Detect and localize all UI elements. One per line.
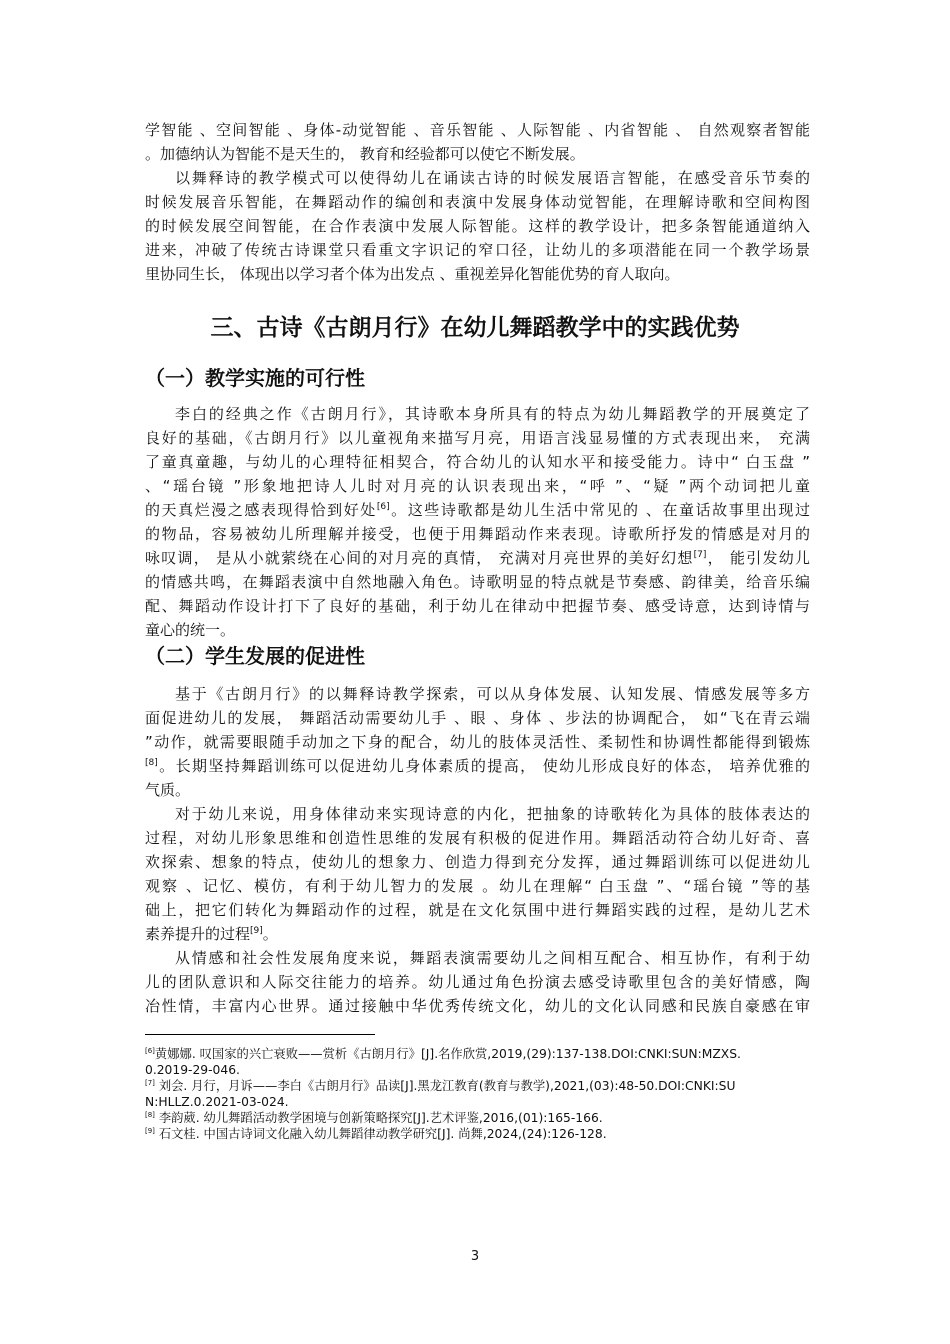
citation-6: [6] [376, 502, 390, 512]
text-segment: 。长期坚持舞蹈训练可以促进幼儿身体素质的提高， 使幼儿形成良好的体态， 培养优雅的 [157, 757, 810, 775]
body-text-line: 学智能 、空间智能 、身体-动觉智能 、音乐智能 、人际智能 、内省智能 、 自然观察者智能 [145, 121, 810, 139]
citation-9: [9] [250, 926, 263, 936]
footnote-7 [145, 1078, 815, 1094]
text-segment: 。这些诗歌都是幼儿生活中常见的 、在童话故事里出现过 [389, 501, 810, 519]
footnote-text: 石文桂. 中国古诗词文化融入幼儿舞蹈律动教学研究[J]. 尚舞,2024,(24):126-128. [154, 1127, 607, 1141]
page-number: 3 [470, 1249, 480, 1264]
text-segment: 的天真烂漫之感表现得恰到好处 [145, 501, 377, 519]
body-text-line: 欢探索、想象的特点，使幼儿的想象力、创造力得到充分发挥，通过舞蹈训练可以促进幼儿 [145, 853, 810, 871]
footnote-6-cont: 0.2019-29-046. [145, 1063, 240, 1077]
body-text-line: ”动作，就需要眼随手动加之下身的配合，幼儿的肢体灵活性、柔韧性和协调性都能得到锻炼 [145, 733, 810, 751]
subsection-heading-development: （二）学生发展的促进性 [145, 644, 365, 668]
body-text-line: 了童真童趣，与幼儿的心理特征相契合，符合幼儿的认知水平和接受能力。诗中“ 白玉盘 ” [145, 453, 810, 471]
citation-7: [7] [693, 550, 707, 560]
footnote-7-cont: N:HLLZ.0.2021-03-024. [145, 1095, 289, 1109]
footnote-6 [145, 1046, 815, 1062]
footnote-mark: [8] [145, 1110, 155, 1119]
body-text-line [145, 546, 810, 570]
footnote-text: 李韵葳. 幼儿舞蹈活动教学困境与创新策略探究[J].艺术评鉴,2016,(01):165-166. [154, 1111, 603, 1125]
footnote-mark: [7] [145, 1078, 155, 1087]
body-text-line [145, 922, 810, 946]
footnote-text: 刘会. 月行，月诉——李白《古朗月行》品读[J].黑龙江教育(教育与教学),2021,(03):48-50.DOI:CNKI:SU [154, 1079, 736, 1093]
footnote-mark: [9] [145, 1126, 155, 1135]
body-text-line: 配、舞蹈动作设计打下了良好的基础，利于幼儿在律动中把握节奏、感受诗意，达到诗情与 [145, 597, 810, 615]
body-text-line [145, 754, 810, 778]
body-text-line: 基于《古朗月行》的以舞释诗教学探索，可以从身体发展、认知发展、情感发展等多方 [175, 685, 810, 703]
body-text-line: 冶性情，丰富内心世界。通过接触中华优秀传统文化，幼儿的文化认同感和民族自豪感在审 [145, 997, 810, 1015]
body-text-line: 李白的经典之作《古朗月行》，其诗歌本身所具有的特点为幼儿舞蹈教学的开展奠定了 [175, 405, 810, 423]
body-text-line: 童心的统一。 [145, 621, 236, 639]
body-text-line [145, 498, 810, 522]
body-text-line: 、“瑶台镜 ”形象地把诗人儿时对月亮的认识表现出来，“呼 ”、“疑 ”两个动词把儿童 [145, 477, 810, 495]
citation-8: [8] [145, 758, 158, 768]
text-segment: 咏叹调， 是从小就萦绕在心间的对月亮的真情， 充满对月亮世界的美好幻想 [145, 549, 694, 567]
body-text-line: 以舞释诗的教学模式可以使得幼儿在诵读古诗的时候发展语言智能，在感受音乐节奏的 [175, 169, 810, 187]
body-text-line: 过程，对幼儿形象思维和创造性思维的发展有积极的促进作用。舞蹈活动符合幼儿好奇、喜 [145, 829, 810, 847]
body-text-line: 的物品，容易被幼儿所理解并接受，也便于用舞蹈动作来表现。诗歌所抒发的情感是对月的 [145, 525, 810, 543]
body-text-line: 的情感共鸣，在舞蹈表演中自然地融入角色。诗歌明显的特点就是节奏感、韵律美，给音乐编 [145, 573, 810, 591]
text-segment: 。 [262, 925, 278, 943]
body-text-line: 。加德纳认为智能不是天生的， 教育和经验都可以使它不断发展。 [145, 145, 585, 163]
body-text-line: 时候发展音乐智能，在舞蹈动作的编创和表演中发展身体动觉智能，在理解诗歌和空间构图 [145, 193, 810, 211]
subsection-heading-feasibility: （一）教学实施的可行性 [145, 366, 365, 390]
body-text-line: 良好的基础，《古朗月行》以儿童视角来描写月亮，用语言浅显易懂的方式表现出来， 充满 [145, 429, 810, 447]
section-heading: 三、古诗《古朗月行》在幼儿舞蹈教学中的实践优势 [210, 315, 740, 341]
text-segment: ， 能引发幼儿 [706, 549, 810, 567]
body-text-line: 的时候发展空间智能，在合作表演中发展人际智能。这样的教学设计，把多条智能通道纳入 [145, 217, 810, 235]
body-text-line: 进来，冲破了传统古诗课堂只看重文字识记的窄口径，让幼儿的多项潜能在同一个教学场景 [145, 241, 810, 259]
body-text-line: 对于幼儿来说，用身体律动来实现诗意的内化，把抽象的诗歌转化为具体的肢体表达的 [175, 805, 810, 823]
footnote-9 [145, 1126, 815, 1142]
body-text-line: 从情感和社会性发展角度来说，舞蹈表演需要幼儿之间相互配合、相互协作，有利于幼 [175, 949, 810, 967]
body-text-line: 面促进幼儿的发展， 舞蹈活动需要幼儿手 、眼 、身体 、步法的协调配合， 如“飞在青云端 [145, 709, 810, 727]
body-text-line: 里协同生长， 体现出以学习者个体为出发点 、重视差异化智能优势的育人取向。 [145, 265, 680, 283]
body-text-line: 儿的团队意识和人际交往能力的培养。幼儿通过角色扮演去感受诗歌里包含的美好情感，陶 [145, 973, 810, 991]
footnote-divider [145, 1034, 375, 1035]
text-segment: 素养提升的过程 [145, 925, 251, 943]
body-text-line: 观察 、记忆、模仿，有利于幼儿智力的发展 。幼儿在理解“ 白玉盘 ”、“瑶台镜 ”等的基 [145, 877, 810, 895]
body-text-line: 础上，把它们转化为舞蹈动作的过程，就是在文化氛围中进行舞蹈实践的过程，是幼儿艺术 [145, 901, 810, 919]
footnote-8 [145, 1110, 815, 1126]
footnote-mark: [6] [145, 1046, 155, 1055]
footnote-text: 黄娜娜. 叹国家的兴亡衰败——赏析《古朗月行》[J].名作欣赏,2019,(29):137-138.DOI:CNKI:SUN:MZXS. [154, 1047, 741, 1061]
body-text-line: 气质。 [145, 781, 191, 799]
